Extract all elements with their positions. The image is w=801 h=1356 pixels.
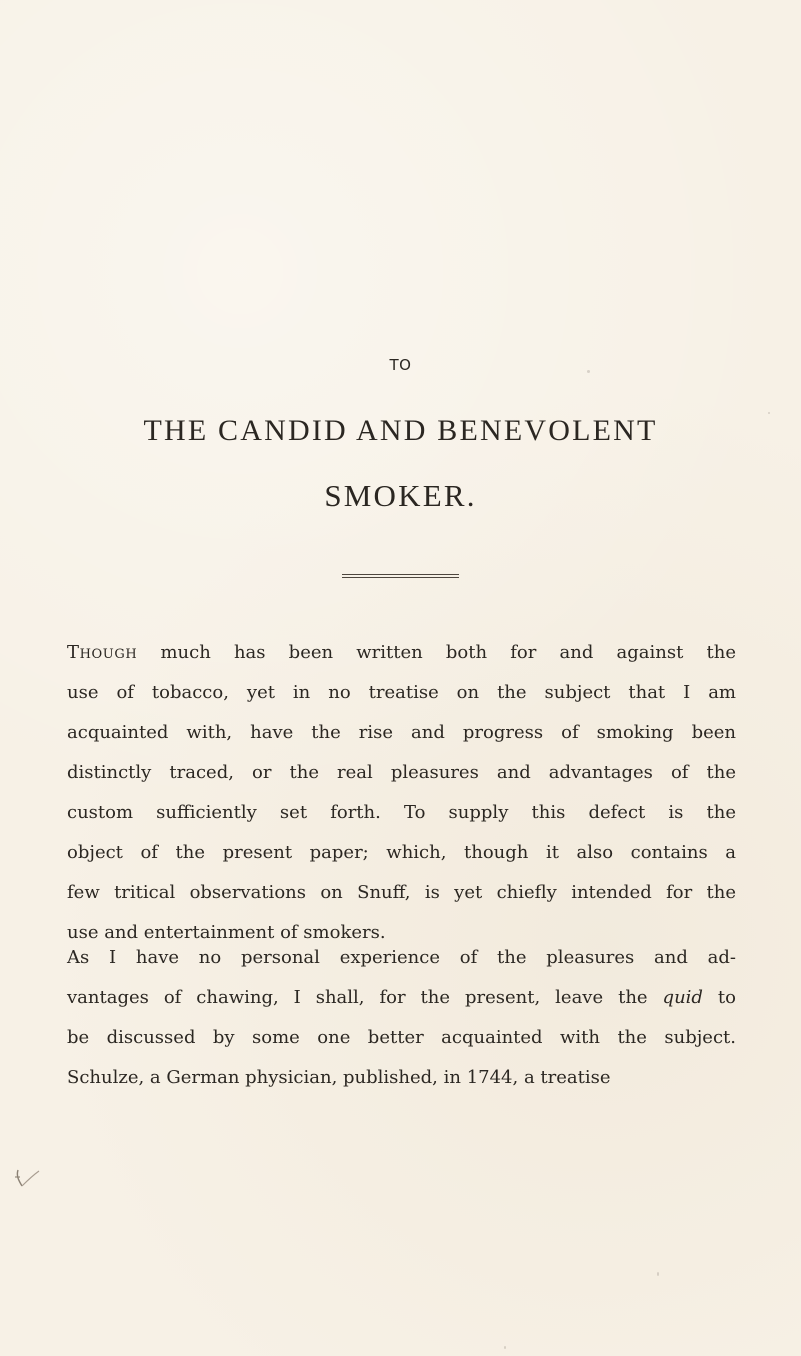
line-text: to bbox=[717, 987, 736, 1008]
paragraph-line: distinctly traced, or the real pleasures and advantages of the bbox=[67, 762, 736, 783]
paragraph-intro bbox=[67, 633, 736, 953]
paragraph-line: custom sufficiently set forth. To supply this defect is the bbox=[67, 802, 736, 823]
paper-speck bbox=[657, 1272, 659, 1276]
lead-word: Though bbox=[67, 642, 138, 663]
pencil-mark bbox=[14, 1166, 42, 1190]
paper-speck bbox=[768, 412, 770, 414]
paragraph-line: use and entertainment of smokers. bbox=[67, 922, 386, 943]
paragraph-line bbox=[67, 938, 736, 978]
paragraph-line: acquainted with, have the rise and progress of smoking been bbox=[67, 722, 736, 743]
paper-speck bbox=[504, 1346, 506, 1349]
line-text: vantages of chawing, I shall, for the present, leave the bbox=[67, 987, 648, 1008]
paragraph-chawing bbox=[67, 938, 736, 1098]
paragraph-line: few tritical observations on Snuff, is yet chiefly intended for the bbox=[67, 882, 736, 903]
paper-speck bbox=[587, 370, 590, 373]
decorative-rule-top bbox=[342, 574, 459, 575]
paragraph-line: use of tobacco, yet in no treatise on the subject that I am bbox=[67, 682, 736, 703]
paragraph-line: object of the present paper; which, though it also contains a bbox=[67, 842, 736, 863]
line-text: much has been written both for and against the bbox=[160, 642, 736, 663]
italic-word: quid bbox=[662, 987, 703, 1008]
line-text: As I have no personal experience of the pleasures and ad- bbox=[67, 947, 736, 968]
paragraph-line: be discussed by some one better acquainted with the subject. bbox=[67, 1027, 736, 1048]
paragraph-line: Schulze, a German physician, published, in 1744, a treatise bbox=[67, 1067, 611, 1088]
paragraph-line bbox=[67, 978, 736, 1018]
dedication-title: THE CANDID AND BENEVOLENT bbox=[143, 414, 658, 447]
paragraph-line bbox=[67, 633, 736, 673]
dedication-to: TO bbox=[389, 356, 412, 374]
decorative-rule-bottom bbox=[342, 577, 459, 578]
dedication-subtitle: SMOKER. bbox=[324, 478, 477, 513]
